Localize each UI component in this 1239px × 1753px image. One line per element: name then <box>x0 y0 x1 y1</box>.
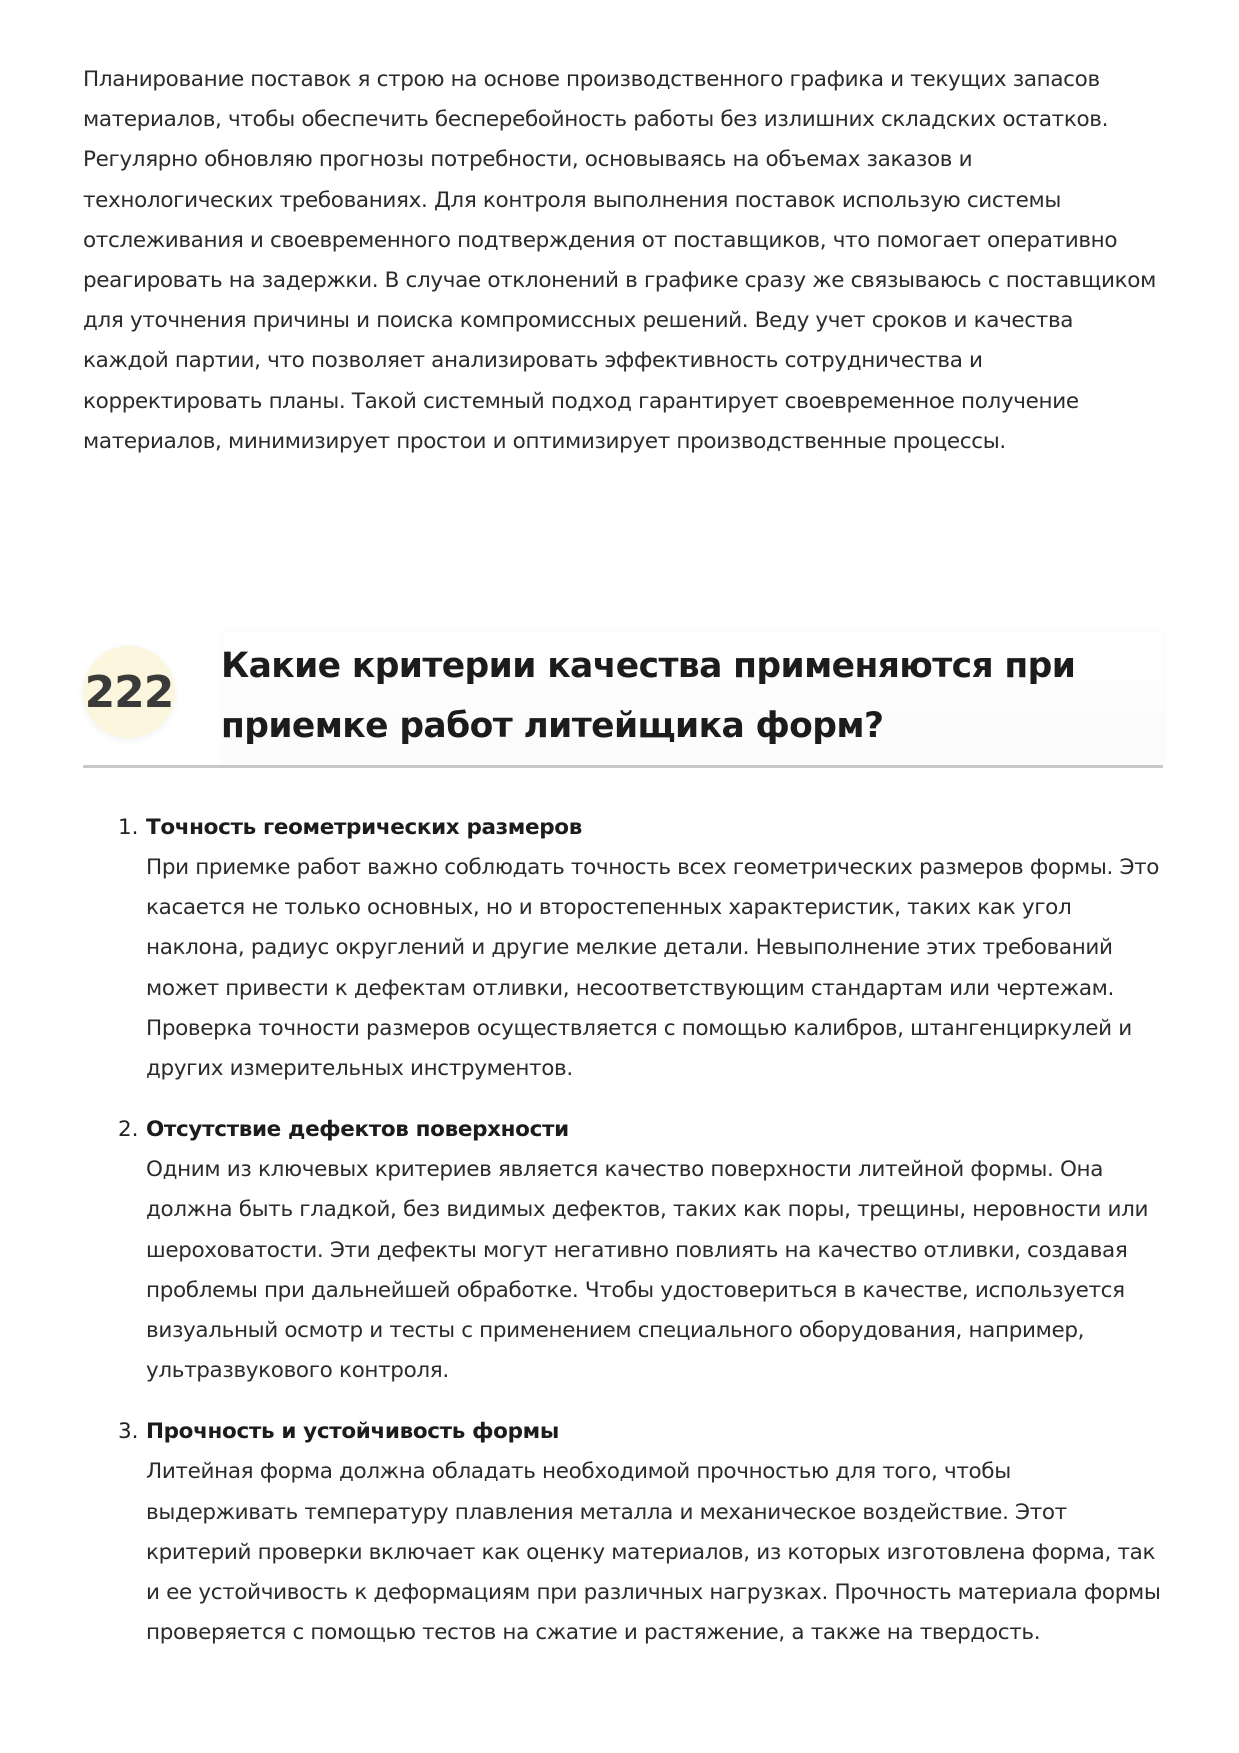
criterion-item <box>83 1412 1163 1653</box>
criterion-title: Отсутствие дефектов поверхности <box>146 1117 569 1143</box>
criterion-item <box>83 1110 1163 1391</box>
question-header <box>83 632 1163 768</box>
criterion-title: Прочность и устойчивость формы <box>146 1419 559 1445</box>
criterion-text: При приемке работ важно соблюдать точность всех геометрических размеров формы. Это касается не только основных, но и второстепенных характеристик, таких как угол наклона, радиус округлений и другие мелкие детали. Невыполнение этих требований может привести к дефектам отливки, несоответствующим стандартам или чертежам. Проверка точности размеров осуществляется с помощью калибров, штангенциркулей и других измерительных инструментов. <box>146 855 1160 1082</box>
criterion-number: 2. <box>118 1117 139 1143</box>
criteria-list <box>83 808 1163 1674</box>
criterion-text: Литейная форма должна обладать необходимой прочностью для того, чтобы выдерживать температуру плавления металла и механическое воздействие. Этот критерий проверки включает как оценку материалов, из которых изготовлена форма, так и ее устойчивость к деформациям при различных нагрузках. Прочность материала формы проверяется с помощью тестов на сжатие и растяжение, а также на твердость. <box>146 1459 1161 1646</box>
intro-paragraph: Планирование поставок я строю на основе производственного графика и текущих запасов материалов, чтобы обеспечить бесперебойность работы без излишних складских остатков. Регулярно обновляю прогнозы потребности, основываясь на объемах заказов и технологических требованиях. Для контроля выполнения поставок использую системы отслеживания и своевременного подтверждения от поставщиков, что помогает оперативно реагировать на задержки. В случае отклонений в графике сразу же связываюсь с поставщиком для уточнения причины и поиска компромиссных решений. Веду учет сроков и качества каждой партии, что позволяет анализировать эффективность сотрудничества и корректировать планы. Такой системный подход гарантирует своевременное получение материалов, минимизирует простои и оптимизирует производственные процессы. <box>83 67 1156 454</box>
criterion-number: 3. <box>118 1419 139 1445</box>
criterion-text: Одним из ключевых критериев является качество поверхности литейной формы. Она должна быть гладкой, без видимых дефектов, таких как поры, трещины, неровности или шероховатости. Эти дефекты могут негативно повлиять на качество отливки, создавая проблемы при дальнейшей обработке. Чтобы удостовериться в качестве, используется визуальный осмотр и тесты с применением специального оборудования, например, ультразвукового контроля. <box>146 1157 1149 1384</box>
criterion-title: Точность геометрических размеров <box>146 815 582 840</box>
criterion-item <box>83 808 1163 1089</box>
question-number-badge <box>83 646 175 738</box>
question-title: Какие критерии качества применяются при приемке работ литейщика форм? <box>221 646 1076 746</box>
question-number: 222 <box>84 666 174 718</box>
criterion-number: 1. <box>118 815 139 840</box>
